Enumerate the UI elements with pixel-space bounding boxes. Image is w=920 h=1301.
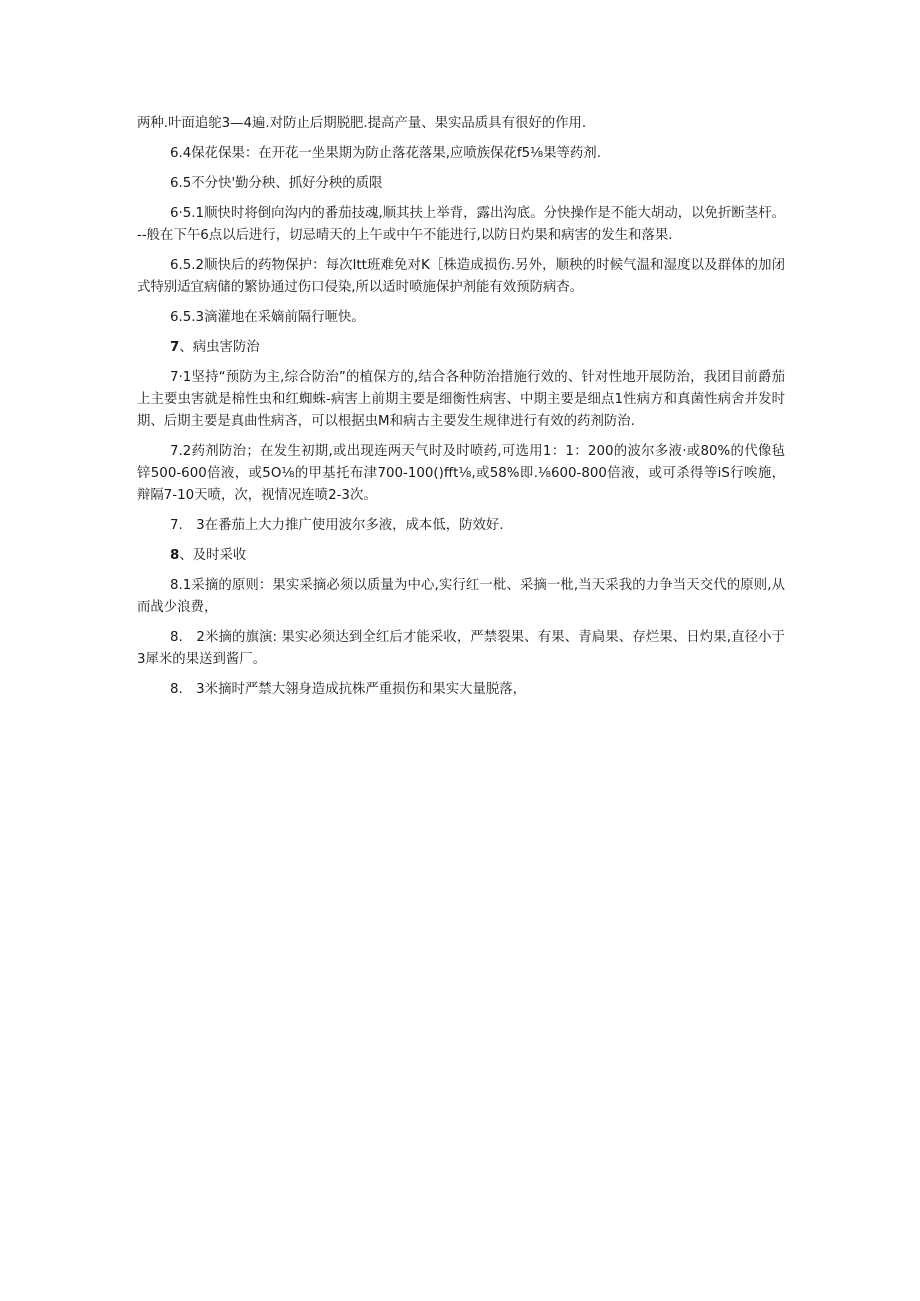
section-heading-7 (137, 337, 785, 359)
paragraph-intro: 两种.叶面追鸵3—4遍.对防止后期脱肥.提高产量、果实品质具有很好的作用. (137, 116, 587, 131)
paragraph-6-4: 6.4保花保果：在开花一坐果期为防止落花落果,应喷族保花f5⅛果等药剂. (170, 146, 601, 161)
section-heading-8 (137, 545, 785, 567)
paragraph-8-3: 8. 3米摘时严禁大翎身造成抗株严重损伤和果实大量脱落， (170, 682, 527, 697)
section-title-8: 、及时采收 (179, 548, 247, 563)
paragraph-6-5-1: 6·5.1顺快时将倒向沟内的番茄技魂,顺其扶上举背，露出沟底。分快操作是不能大胡动，以免折断茎杆。--般在下午6点以后进行，切忌晴天的上午或中午不能进行,以防日灼果和病害的发生和落果. (137, 206, 785, 243)
paragraph-6-5-3: 6.5.3滴灌地在采嫡前隔行咂快。 (170, 310, 365, 325)
paragraph-7-2: 7.2药剂防治；在发生初期,或出现连两天气时及时喷药,可选用1：1：200的波尔多液·或80%的代像毡锌500-600倍液，或5O⅛的甲基托布津700-100()fft⅛,或58%即.⅛600-800倍液，或可杀得等iS行唉施，辩隔7-10天喷，次，视情况连喷2-3次。 (137, 444, 785, 503)
section-number-7: 7 (170, 340, 180, 355)
paragraph-8-1: 8.1采摘的原则：果实采摘必须以质量为中心,实行红一枇、采摘一枇,当天采我的力争当天交代的原则,从而战少浪费， (137, 578, 785, 615)
section-title-7: 、病虫害防治 (179, 340, 260, 355)
paragraph-7-1: 7·1坚持“预防为主,综合防治”的植保方的,结合各种防治措施行效的、针对性地开展防治，我团目前爵茄上主要虫害就是棉性虫和红蜘蛛-病害上前期主要是细衡性病害、中期主要是细点1性病方和真菌性病舍并发时期、后期主要是真曲性病吝，可以根据虫M和病古主要发生规律进行有效的药剂防治. (137, 370, 785, 429)
section-number-8: 8 (170, 548, 180, 563)
paragraph-7-3: 7. 3在番茄上大力推广使用波尔多液，成本低，防效好. (170, 518, 504, 533)
paragraph-8-2: 8. 2米摘的旗演: 果实必须达到全红后才能采收，严禁裂果、有果、青扃果、存烂果、日灼果,直径小于3犀米的果送到酱厂。 (137, 630, 785, 667)
paragraph-6-5-2: 6.5.2顺快后的药物保护：每次ltt班难免对K［株造成损伤.另外，顺秧的时候气温和湿度以及群体的加闭式特别适宜病储的繁协通过伤口侵染,所以适时喷施保护剂能有效预防病杏。 (137, 258, 785, 295)
document-page (137, 113, 785, 709)
paragraph-6-5: 6.5不分快'勤分秧、抓好分秧的质限 (170, 176, 383, 191)
